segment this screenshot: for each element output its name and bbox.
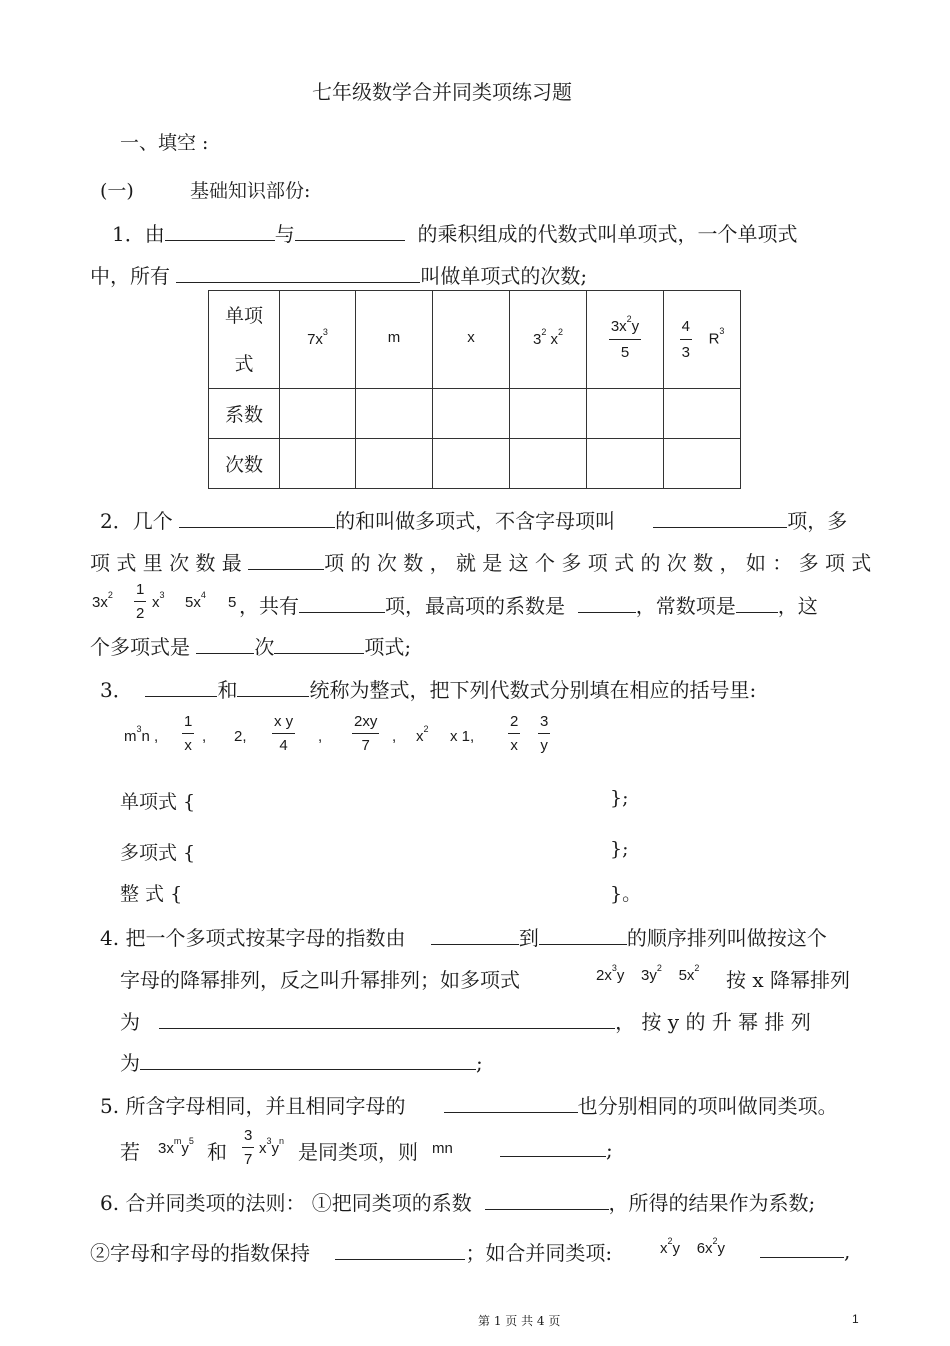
q3-fraction-2-over-x: $\frac{2}{x}$ (510, 713, 519, 754)
q4-blank-2[interactable] (539, 924, 627, 945)
q1-blank-1[interactable] (165, 220, 275, 241)
q2-line2-b: 项 的 次 数 ， 就 是 这 个 多 项 式 的 次 数 ， 如 ： 多 项 式 (324, 551, 872, 575)
q5-text-num: 5. 所含字母相同，并且相同字母的 (100, 1094, 406, 1118)
q3-text-a: 和 (217, 678, 238, 702)
q5-is-like-terms: 是同类项，则 (298, 1140, 418, 1164)
table-cell-input[interactable] (510, 439, 587, 489)
monomial-32x2: $3^2$ $x^2$ (510, 291, 587, 389)
q3-number: 3． (100, 678, 133, 702)
table-cell-input[interactable] (587, 389, 664, 439)
monomial-x: x (433, 291, 510, 389)
q1-line2-b: 叫做单项式的次数; (420, 264, 588, 288)
q2-blank-2[interactable] (653, 507, 787, 528)
table-cell-input[interactable] (433, 389, 510, 439)
q4-line4-b: ; (476, 1051, 483, 1075)
q3-polynomial-end: }; (610, 838, 629, 860)
monomial-3x2y-over-5: $\frac{3x^2y}{5}$ (587, 291, 664, 389)
q3-expr-x2: $x^2$ (416, 724, 429, 745)
q4-text-num: 4. 把一个多项式按某字母的指数由 (100, 926, 406, 950)
q2-expr-5x4: $5x^4$ (185, 590, 206, 611)
table-row-label-degree: 次数 (209, 439, 280, 489)
question-3-line-1 (100, 674, 756, 703)
q2-blank-3[interactable] (248, 549, 324, 570)
question-6-line-2 (90, 1237, 612, 1266)
q5-tail: 也分别相同的项叫做同类项。 (577, 1094, 838, 1118)
q2-text-a: 的和叫做多项式，不含字母项叫 (335, 509, 616, 533)
q3-comma: , (318, 728, 323, 745)
question-1-line-1 (112, 218, 797, 247)
subsection-title: 基础知识部份: (190, 180, 311, 202)
q4-text-b: 的顺序排列叫做按这个 (626, 926, 827, 950)
q2-line2-a: 项 式 里 次 数 最 (90, 551, 242, 575)
q3-comma: , (202, 728, 207, 745)
q3-blank-1[interactable] (145, 676, 217, 697)
q4-line2-tail: 按 x 降幂排列 (726, 968, 850, 992)
q4-line3-a: 为 (120, 1010, 140, 1034)
q3-monomial-end: }; (610, 787, 629, 809)
q6-line2-b: ；如合并同类项: (465, 1241, 613, 1265)
q3-expr-x-1: x 1, (450, 728, 475, 745)
q2-blank-7[interactable] (196, 633, 254, 654)
table-cell-input[interactable] (510, 389, 587, 439)
table-header-bottom: 式 (234, 352, 254, 375)
table-cell-input[interactable] (280, 439, 356, 489)
q6-line2: ②字母和字母的指数保持 (90, 1241, 310, 1265)
q2-line3-a: ，共有 (239, 594, 299, 618)
monomial-4-3-R3: $\frac{4}{3}$ $R^3$ (664, 291, 741, 389)
q3-fraction-2xy-over-7: $\frac{2xy}{7}$ (354, 713, 378, 754)
q6-blank-1[interactable] (485, 1189, 609, 1210)
q2-line4-c: 项式; (364, 635, 412, 659)
q2-blank-5[interactable] (578, 592, 636, 613)
q3-fraction-3-over-y: $\frac{3}{y}$ (540, 713, 549, 754)
q5-ruo: 若 (120, 1140, 140, 1164)
q2-expr-5: 5 (228, 594, 237, 611)
q2-blank-6[interactable] (736, 592, 778, 613)
question-4-line-2: 字母的降幂排列，反之叫升幂排列；如多项式 (120, 968, 520, 992)
q2-expr-x3: $x^3$ (152, 590, 165, 611)
q3-fraction-1-over-x: $\frac{1}{x}$ (184, 713, 193, 754)
q2-text-b: 项，多 (787, 509, 848, 533)
q3-integral-label: 整 式 { (120, 883, 183, 905)
question-6-line-1 (100, 1187, 815, 1216)
q5-expr-3xmy5: $3x^my^5$ (158, 1136, 194, 1157)
q6-blank-2[interactable] (335, 1239, 465, 1260)
question-2-line-3 (239, 590, 818, 619)
q2-blank-4[interactable] (299, 592, 385, 613)
q2-blank-8[interactable] (274, 633, 364, 654)
monomial-table (208, 290, 741, 489)
question-2-line-1 (100, 505, 847, 534)
q4-blank-4[interactable] (140, 1049, 476, 1070)
q2-number: 2．几个 (100, 509, 173, 533)
q2-line4-a: 个多项式是 (90, 635, 190, 659)
q2-fraction-half: $\frac{1}{2}$ (136, 581, 145, 622)
q3-fraction-xy-over-4: $\frac{\text{x y}}{4}$ (274, 713, 294, 754)
q2-blank-1[interactable] (179, 507, 335, 528)
table-cell-input[interactable] (587, 439, 664, 489)
page-footer-center: 第 1 页 共 4 页 (478, 1314, 561, 1328)
monomial-m: m (356, 291, 433, 389)
q3-expr-2: 2, (234, 728, 247, 745)
q6-text-num: 6. 合并同类项的法则： ①把同类项的系数 (100, 1191, 472, 1215)
question-5-line-1 (100, 1090, 838, 1119)
question-4-line-1 (100, 922, 827, 951)
q2-line3-b: 项，最高项的系数是 (385, 594, 565, 618)
q6-blank-3[interactable] (760, 1237, 844, 1258)
table-cell-input[interactable] (664, 439, 741, 489)
table-cell-input[interactable] (356, 389, 433, 439)
q6-expression: $x^2y$ $6x^2y$ (660, 1236, 726, 1257)
table-cell-input[interactable] (433, 439, 510, 489)
q1-tail: 的乘积组成的代数式叫单项式，一个单项式 (417, 222, 798, 246)
question-4-line-4 (120, 1047, 483, 1076)
q4-line4-a: 为 (120, 1051, 140, 1075)
table-cell-input[interactable] (664, 389, 741, 439)
q4-polynomial: $2x^3y$ $3y^2$ $5x^2$ (596, 963, 700, 984)
q3-expr-m3n: $m^3n$ , (124, 724, 159, 745)
q2-line3-c: ，常数项是 (635, 594, 736, 618)
q3-blank-2[interactable] (237, 676, 309, 697)
q2-expr-3x2: $3x^2$ (92, 590, 113, 611)
table-cell-input[interactable] (356, 439, 433, 489)
page-title: 七年级数学合并同类项练习题 (312, 80, 572, 104)
q6-answer-line (760, 1237, 850, 1263)
q5-expr-x3yn: $x^3y^n$ (259, 1136, 285, 1157)
page-number: 1 (852, 1312, 859, 1326)
q2-line4-b: 次 (254, 635, 275, 659)
q5-fraction-3-over-7: $\frac{3}{7}$ (244, 1127, 253, 1168)
q3-monomial-label: 单项式 { (120, 791, 196, 813)
q5-answer-line (500, 1136, 613, 1162)
q3-integral-end: }。 (610, 883, 642, 905)
q3-comma: , (392, 728, 397, 745)
q4-text-a: 到 (518, 926, 539, 950)
q3-text-b: 统称为整式，把下列代数式分别填在相应的括号里: (309, 678, 757, 702)
q5-and: 和 (207, 1140, 227, 1164)
q2-line3-d: ，这 (777, 594, 818, 618)
q5-end: ; (606, 1138, 613, 1162)
q4-line3-b: ， 按 y 的 升 幂 排 列 (615, 1010, 811, 1034)
q1-number: 1．由 (112, 222, 165, 246)
table-header-top: 单项 (224, 304, 263, 327)
question-1-line-2 (90, 260, 587, 289)
section-heading: 一、填空 : (120, 132, 209, 154)
q4-blank-3[interactable] (159, 1008, 615, 1029)
q1-blank-3[interactable] (176, 262, 420, 283)
q6-end: , (844, 1239, 851, 1263)
table-cell-input[interactable] (280, 389, 356, 439)
q5-blank-1[interactable] (444, 1092, 578, 1113)
q1-blank-2[interactable] (295, 220, 405, 241)
q5-mn: mn (432, 1140, 453, 1157)
q6-text-a: ，所得的结果作为系数; (608, 1191, 816, 1215)
q3-polynomial-label: 多项式 { (120, 842, 196, 864)
monomial-7x3: $7x^3$ (280, 291, 356, 389)
question-2-line-2 (90, 547, 871, 576)
q1-line2-a: 中，所有 (90, 264, 170, 288)
q1-mid: 与 (274, 222, 295, 246)
q5-blank-2[interactable] (500, 1136, 606, 1157)
q4-blank-1[interactable] (431, 924, 519, 945)
table-header-cell (209, 291, 280, 389)
question-2-line-4 (90, 631, 411, 660)
table-row-label-coefficient: 系数 (209, 389, 280, 439)
question-4-line-3 (120, 1006, 811, 1035)
subsection-number: (一) (100, 180, 134, 202)
